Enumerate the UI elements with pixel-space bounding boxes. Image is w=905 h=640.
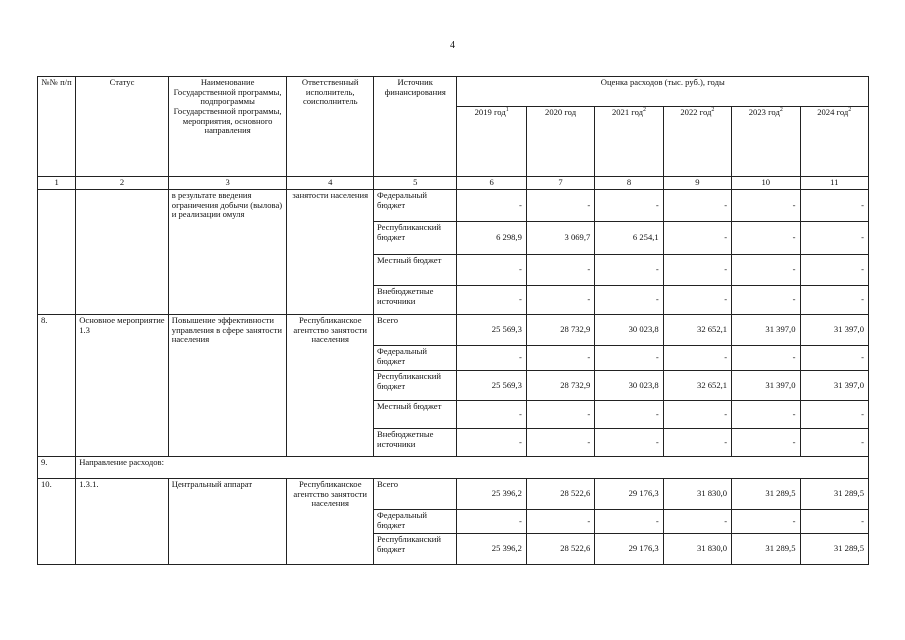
year-label: 2019 год bbox=[474, 107, 506, 117]
cost-value: - bbox=[595, 255, 663, 286]
row-number: 8. bbox=[38, 315, 76, 457]
cost-value: - bbox=[526, 346, 594, 371]
column-number: 1 bbox=[38, 177, 76, 190]
cost-value: - bbox=[457, 510, 526, 534]
column-number: 6 bbox=[457, 177, 526, 190]
cost-value: - bbox=[663, 286, 731, 315]
cost-value: - bbox=[732, 401, 800, 429]
funding-source: Местный бюджет bbox=[373, 401, 456, 429]
cost-value: - bbox=[800, 190, 869, 222]
table-row bbox=[38, 315, 869, 346]
year-footnote: 2 bbox=[848, 107, 852, 114]
funding-source: Республиканский бюджет bbox=[373, 534, 456, 565]
cost-value: 6 298,9 bbox=[457, 222, 526, 255]
year-label: 2022 год bbox=[680, 107, 712, 117]
row-number: 9. bbox=[38, 457, 76, 479]
cost-value: 30 023,8 bbox=[595, 315, 663, 346]
funding-source: Республиканский бюджет bbox=[373, 371, 456, 401]
cost-value: 31 289,5 bbox=[732, 479, 800, 510]
cost-value: - bbox=[526, 401, 594, 429]
year-footnote: 2 bbox=[779, 107, 783, 114]
cost-value: - bbox=[526, 510, 594, 534]
cost-value: 29 176,3 bbox=[595, 479, 663, 510]
row-executor: Республиканское агентство занятости населения bbox=[287, 479, 374, 565]
header-num: №№ п/п bbox=[38, 77, 76, 177]
cost-value: 25 569,3 bbox=[457, 371, 526, 401]
cost-value: - bbox=[663, 401, 731, 429]
cost-value: - bbox=[595, 190, 663, 222]
funding-source: Местный бюджет bbox=[373, 255, 456, 286]
cost-value: - bbox=[457, 190, 526, 222]
funding-source: Всего bbox=[373, 479, 456, 510]
cost-value: - bbox=[800, 401, 869, 429]
cost-value: 29 176,3 bbox=[595, 534, 663, 565]
cost-value: 28 522,6 bbox=[526, 534, 594, 565]
header-status: Статус bbox=[76, 77, 169, 177]
expense-table bbox=[37, 76, 869, 565]
cost-value: 31 289,5 bbox=[800, 534, 869, 565]
cost-value: - bbox=[800, 286, 869, 315]
row-status: Основное мероприятие 1.3 bbox=[76, 315, 169, 457]
header-cost: Оценка расходов (тыс. руб.), годы bbox=[457, 77, 869, 107]
row-executor: Республиканское агентство занятости населения bbox=[287, 315, 374, 457]
row-name: в результате введения ограничения добычи (вылова) и реализации омуля bbox=[168, 190, 287, 315]
year-footnote: 2 bbox=[643, 107, 647, 114]
cost-value: - bbox=[526, 286, 594, 315]
header-name: Наименование Государственной программы, подпрограммы Государственной программы, мероприятия, основного направления bbox=[168, 77, 287, 177]
header-year-4 bbox=[663, 107, 731, 177]
year-footnote: 1 bbox=[505, 107, 509, 114]
cost-value: - bbox=[800, 346, 869, 371]
cost-value: 25 569,3 bbox=[457, 315, 526, 346]
cost-value: - bbox=[800, 510, 869, 534]
cost-value: - bbox=[595, 429, 663, 457]
cost-value: - bbox=[595, 346, 663, 371]
cost-value: - bbox=[663, 255, 731, 286]
column-number: 7 bbox=[526, 177, 594, 190]
year-label: 2023 год bbox=[748, 107, 780, 117]
year-label: 2020 год bbox=[545, 107, 577, 117]
cost-value: - bbox=[800, 222, 869, 255]
funding-source: Федеральный бюджет bbox=[373, 510, 456, 534]
cost-value: - bbox=[800, 255, 869, 286]
cost-value: - bbox=[663, 346, 731, 371]
funding-source: Внебюджетные источники bbox=[373, 286, 456, 315]
cost-value: 28 522,6 bbox=[526, 479, 594, 510]
cost-value: 28 732,9 bbox=[526, 315, 594, 346]
column-number: 11 bbox=[800, 177, 869, 190]
column-number: 9 bbox=[663, 177, 731, 190]
cost-value: - bbox=[732, 190, 800, 222]
row-name: Центральный аппарат bbox=[168, 479, 287, 565]
cost-value: 31 397,0 bbox=[800, 371, 869, 401]
header-year-2 bbox=[526, 107, 594, 177]
header-year-3 bbox=[595, 107, 663, 177]
cost-value: 32 652,1 bbox=[663, 371, 731, 401]
table-row bbox=[38, 457, 869, 479]
funding-source: Федеральный бюджет bbox=[373, 346, 456, 371]
cost-value: 31 397,0 bbox=[732, 371, 800, 401]
column-number: 4 bbox=[287, 177, 374, 190]
cost-value: - bbox=[595, 286, 663, 315]
cost-value: - bbox=[526, 190, 594, 222]
cost-value: - bbox=[595, 401, 663, 429]
cost-value: - bbox=[526, 255, 594, 286]
funding-source: Внебюджетные источники bbox=[373, 429, 456, 457]
cost-value: - bbox=[457, 346, 526, 371]
row-number bbox=[38, 190, 76, 315]
column-number: 8 bbox=[595, 177, 663, 190]
cost-value: - bbox=[732, 346, 800, 371]
cost-value: 32 652,1 bbox=[663, 315, 731, 346]
cost-value: - bbox=[457, 429, 526, 457]
year-label: 2024 год bbox=[817, 107, 849, 117]
cost-value: 31 830,0 bbox=[663, 534, 731, 565]
funding-source: Федеральный бюджет bbox=[373, 190, 456, 222]
row-status: 1.3.1. bbox=[76, 479, 169, 565]
cost-value: - bbox=[732, 286, 800, 315]
row-status bbox=[76, 190, 169, 315]
cost-value: 31 830,0 bbox=[663, 479, 731, 510]
cost-value: - bbox=[663, 190, 731, 222]
cost-value: 31 397,0 bbox=[800, 315, 869, 346]
cost-value: 25 396,2 bbox=[457, 479, 526, 510]
row-number: 10. bbox=[38, 479, 76, 565]
table-row bbox=[38, 479, 869, 510]
header-year-6 bbox=[800, 107, 869, 177]
table-row bbox=[38, 190, 869, 222]
cost-value: - bbox=[663, 222, 731, 255]
row-executor: занятости населения bbox=[287, 190, 374, 315]
header-executor: Ответственный исполнитель, соисполнитель bbox=[287, 77, 374, 177]
cost-value: - bbox=[457, 286, 526, 315]
funding-source: Республиканский бюджет bbox=[373, 222, 456, 255]
header-year-1 bbox=[457, 107, 526, 177]
cost-value: - bbox=[595, 510, 663, 534]
cost-value: - bbox=[732, 255, 800, 286]
column-number: 2 bbox=[76, 177, 169, 190]
year-footnote: 2 bbox=[711, 107, 715, 114]
cost-value: - bbox=[800, 429, 869, 457]
row-name: Повышение эффективности управления в сфере занятости населения bbox=[168, 315, 287, 457]
cost-value: - bbox=[732, 510, 800, 534]
column-number: 3 bbox=[168, 177, 287, 190]
expense-direction: Направление расходов: bbox=[76, 457, 869, 479]
cost-value: - bbox=[663, 429, 731, 457]
column-number: 5 bbox=[373, 177, 456, 190]
cost-value: - bbox=[732, 429, 800, 457]
year-label: 2021 год bbox=[611, 107, 644, 117]
cost-value: - bbox=[526, 429, 594, 457]
cost-value: - bbox=[457, 401, 526, 429]
header-year-5 bbox=[732, 107, 800, 177]
cost-value: 3 069,7 bbox=[526, 222, 594, 255]
cost-value: 25 396,2 bbox=[457, 534, 526, 565]
column-number: 10 bbox=[732, 177, 800, 190]
page-number: 4 bbox=[450, 40, 455, 51]
funding-source: Всего bbox=[373, 315, 456, 346]
cost-value: 31 289,5 bbox=[800, 479, 869, 510]
cost-value: - bbox=[732, 222, 800, 255]
cost-value: 31 289,5 bbox=[732, 534, 800, 565]
cost-value: 6 254,1 bbox=[595, 222, 663, 255]
cost-value: 28 732,9 bbox=[526, 371, 594, 401]
cost-value: - bbox=[663, 510, 731, 534]
header-source: Источник финансирования bbox=[373, 77, 456, 177]
cost-value: - bbox=[457, 255, 526, 286]
cost-value: 30 023,8 bbox=[595, 371, 663, 401]
cost-value: 31 397,0 bbox=[732, 315, 800, 346]
